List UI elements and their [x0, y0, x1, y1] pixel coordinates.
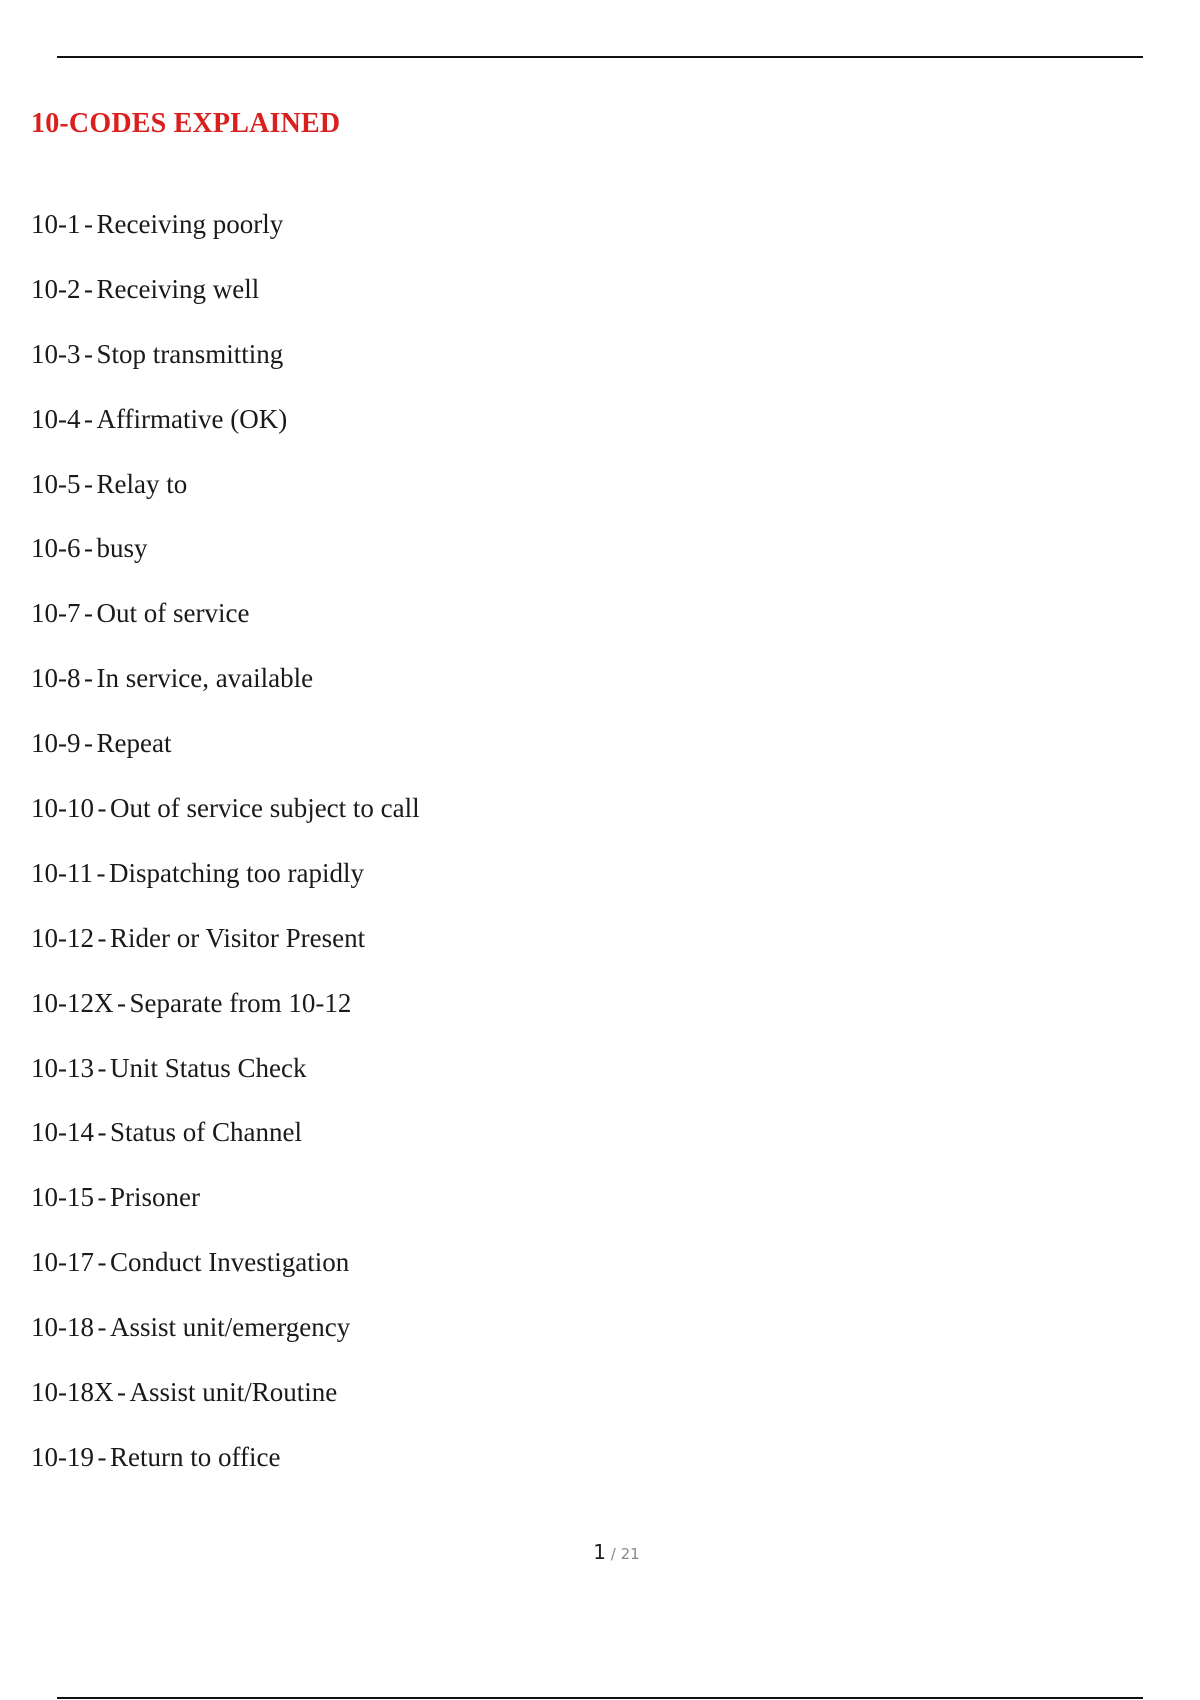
- code-meaning: Out of service: [96, 598, 250, 629]
- top-rule: [57, 56, 1143, 58]
- code-meaning: Prisoner: [110, 1182, 200, 1213]
- code-list: [31, 200, 420, 1498]
- code-separator: -: [97, 922, 107, 953]
- list-item: [31, 654, 420, 719]
- list-item: [31, 1044, 420, 1109]
- code-separator: -: [84, 468, 93, 499]
- code-meaning: Affirmative (OK): [96, 403, 288, 434]
- code-meaning: Conduct Investigation: [110, 1247, 350, 1278]
- list-item: [31, 395, 420, 460]
- document-title: 10-CODES EXPLAINED: [31, 108, 341, 139]
- list-item: [31, 979, 420, 1044]
- code-separator: -: [84, 533, 93, 564]
- code-number: 10-11: [31, 857, 93, 888]
- code-meaning: Assist unit/emergency: [110, 1312, 351, 1343]
- code-separator: -: [84, 273, 93, 304]
- code-number: 10-19: [31, 1441, 94, 1472]
- code-meaning: Dispatching too rapidly: [109, 857, 364, 888]
- code-separator: -: [97, 1312, 107, 1343]
- code-number: 10-7: [31, 598, 81, 629]
- list-item: [31, 1433, 420, 1498]
- code-number: 10-10: [31, 793, 94, 824]
- page-indicator: [0, 1540, 1200, 1564]
- code-meaning: In service, available: [96, 663, 314, 694]
- list-item: [31, 1238, 420, 1303]
- code-separator: -: [97, 1247, 107, 1278]
- code-number: 10-18X: [31, 1377, 114, 1408]
- code-number: 10-6: [31, 533, 81, 564]
- code-number: 10-3: [31, 338, 81, 369]
- list-item: [31, 524, 420, 589]
- code-meaning: Stop transmitting: [96, 338, 284, 369]
- list-item: [31, 589, 420, 654]
- code-meaning: Relay to: [96, 468, 188, 499]
- code-separator: -: [97, 1052, 107, 1083]
- code-number: 10-8: [31, 663, 81, 694]
- code-separator: -: [84, 663, 93, 694]
- code-number: 10-9: [31, 728, 81, 759]
- list-item: [31, 1368, 420, 1433]
- code-meaning: Assist unit/Routine: [129, 1377, 338, 1408]
- code-number: 10-4: [31, 403, 81, 434]
- code-meaning: Out of service subject to call: [110, 793, 420, 824]
- code-separator: -: [97, 1182, 107, 1213]
- code-meaning: Receiving poorly: [96, 209, 284, 239]
- code-number: 10-17: [31, 1247, 94, 1278]
- list-item: [31, 330, 420, 395]
- list-item: [31, 265, 420, 330]
- list-item: [31, 849, 420, 914]
- code-meaning: Repeat: [96, 728, 172, 759]
- code-meaning: Status of Channel: [110, 1117, 302, 1148]
- code-separator: -: [117, 1377, 126, 1408]
- code-number: 10-13: [31, 1052, 94, 1083]
- list-item: [31, 719, 420, 784]
- code-number: 10-14: [31, 1117, 94, 1148]
- list-item: [31, 200, 420, 265]
- code-separator: -: [84, 403, 93, 434]
- code-separator: -: [117, 987, 126, 1018]
- list-item: [31, 914, 420, 979]
- page-total: / 21: [610, 1545, 640, 1563]
- list-item: [31, 1108, 420, 1173]
- page-current: 1: [593, 1540, 607, 1564]
- code-meaning: Unit Status Check: [110, 1052, 307, 1083]
- code-separator: -: [96, 857, 106, 888]
- code-meaning: Rider or Visitor Present: [110, 922, 366, 953]
- code-number: 10-1: [31, 209, 81, 239]
- list-item: [31, 460, 420, 525]
- code-number: 10-15: [31, 1182, 94, 1213]
- list-item: [31, 1173, 420, 1238]
- list-item: [31, 784, 420, 849]
- code-meaning: Separate from 10-12: [129, 987, 352, 1018]
- code-number: 10-12: [31, 922, 94, 953]
- code-meaning: Receiving well: [96, 273, 260, 304]
- code-number: 10-2: [31, 273, 81, 304]
- code-number: 10-5: [31, 468, 81, 499]
- code-separator: -: [84, 598, 93, 629]
- code-separator: -: [84, 338, 93, 369]
- code-number: 10-12X: [31, 987, 114, 1018]
- code-separator: -: [97, 793, 107, 824]
- code-separator: -: [97, 1117, 107, 1148]
- code-number: 10-18: [31, 1312, 94, 1343]
- code-separator: -: [84, 209, 93, 239]
- bottom-rule: [57, 1697, 1143, 1699]
- code-meaning: busy: [96, 533, 148, 564]
- code-separator: -: [84, 728, 93, 759]
- code-meaning: Return to office: [110, 1441, 281, 1472]
- code-separator: -: [97, 1441, 107, 1472]
- list-item: [31, 1303, 420, 1368]
